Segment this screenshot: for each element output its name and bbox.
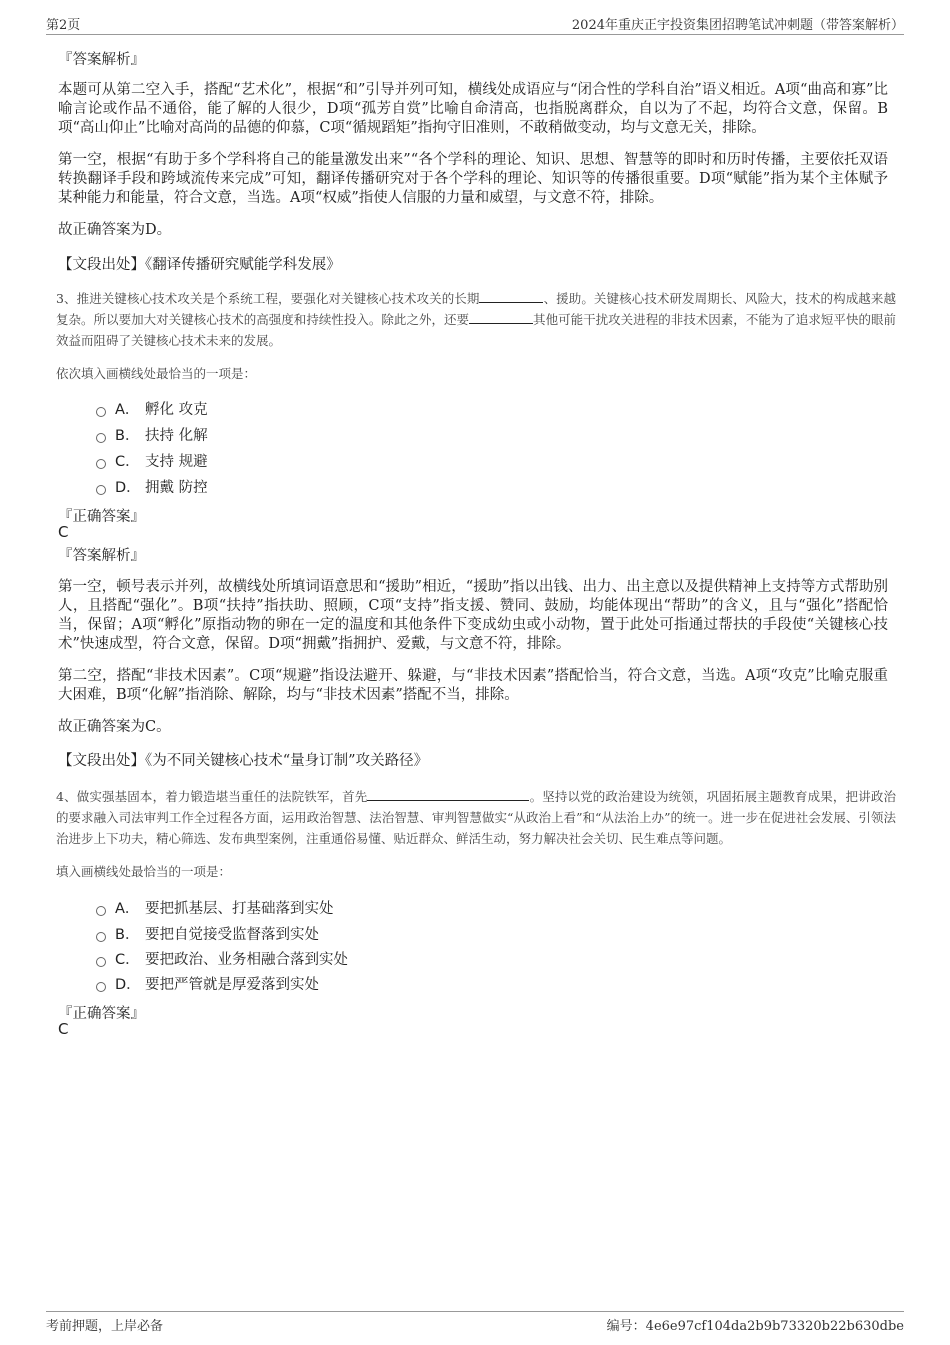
option-c[interactable] bbox=[96, 450, 208, 471]
question-stem-part: 4、做实强基固本，着力锻造堪当重任的法院铁军，首先 bbox=[56, 789, 368, 804]
option-text: 孵化 攻克 bbox=[145, 402, 208, 418]
option-a[interactable] bbox=[96, 897, 334, 918]
fill-blank-line bbox=[479, 290, 543, 303]
option-letter: A． bbox=[115, 402, 140, 418]
option-text: 扶持 化解 bbox=[145, 428, 208, 444]
fill-blank-line bbox=[469, 311, 533, 324]
question-stem-part: 。坚持以党的政治建设为统领，巩固拓展主题教育成果，把讲政治的要求融入司法审判工作全过程各方面，运用政治智慧、法治智慧、审判智慧做实“从政治上看”和“从法治上办”的统一。进一步在促进社会发展、引领法治进步上下功夫，精心筛选、发布典型案例，注重通俗易懂、贴近群众、鲜活生动，努力解决社会关切、民生难点等问题。 bbox=[56, 789, 896, 846]
fill-blank-line bbox=[367, 788, 529, 801]
analysis-paragraph: 第二空，搭配“非技术因素”。C项“规避”指设法避开、躲避，与“非技术因素”搭配恰当，符合文意，当选。A项“攻克”比喻克服重大困难，B项“化解”指消除、解除，均与“非技术因素”搭配不当，排除。 bbox=[58, 668, 888, 703]
analysis-paragraph: 本题可从第二空入手，搭配“艺术化”，根据“和”引导并列可知，横线处成语应与“闭合性的学科自治”语义相近。A项“曲高和寡”比喻言论或作品不通俗，能了解的人很少，D项“孤芳自赏”比喻自命清高，也指脱离群众，自以为了不起，均符合文意，保留。B项“高山仰止”比喻对高尚的品德的仰慕，C项“循规蹈矩”指拘守旧准则，不敢稍做变动，均与文意无关，排除。 bbox=[58, 82, 888, 136]
option-c[interactable] bbox=[96, 948, 348, 969]
question-stem-part: 3、推进关键核心技术攻关是个系统工程，要强化对关键核心技术攻关的长期 bbox=[56, 291, 480, 306]
document-id: 编号：4e6e97cf104da2b9b73320b22b630dbe bbox=[606, 1319, 904, 1334]
correct-answer-value: C bbox=[58, 1020, 69, 1038]
radio-button-icon[interactable] bbox=[96, 982, 106, 992]
option-text: 要把抓基层、打基础落到实处 bbox=[145, 901, 334, 917]
option-d[interactable] bbox=[96, 973, 319, 994]
source-text: 【文段出处】《为不同关键核心技术“量身订制”攻关路径》 bbox=[58, 753, 429, 769]
option-letter: C． bbox=[115, 952, 140, 968]
correct-answer-label: 『正确答案』 bbox=[58, 509, 145, 525]
radio-button-icon[interactable] bbox=[96, 932, 106, 942]
footer-slogan: 考前押题，上岸必备 bbox=[46, 1319, 164, 1334]
option-letter: C． bbox=[115, 454, 140, 470]
option-a[interactable] bbox=[96, 398, 208, 419]
question-prompt: 填入画横线处最恰当的一项是： bbox=[56, 864, 232, 879]
option-letter: B． bbox=[115, 428, 140, 444]
radio-button-icon[interactable] bbox=[96, 433, 106, 443]
question-stem-part: 、援助。关键核心技术研发周期长、风险大，技术的构成越来越复杂。所以要加大对关键核心技术的高强度和持续性投入。除此之外，还要 bbox=[56, 291, 896, 327]
analysis-paragraph: 第一空，顿号表示并列，故横线处所填词语意思和“援助”相近，“援助”指以出钱、出力、出主意以及提供精神上支持等方式帮助别人，且搭配“强化”。B项“扶持”指扶助、照顾，C项“支持”指支援、赞同、鼓励，均能体现出“帮助”的含义，且与“强化”搭配恰当，保留；A项“孵化”原指动物的卵在一定的温度和其他条件下变成幼虫或小动物，置于此处可指通过帮扶的手段使“关键核心技术”快速成型，符合文意，保留。D项“拥戴”指拥护、爱戴，与文意不符，排除。 bbox=[58, 579, 888, 652]
option-text: 拥戴 防控 bbox=[145, 480, 208, 496]
radio-button-icon[interactable] bbox=[96, 957, 106, 967]
source-text: 【文段出处】《翻译传播研究赋能学科发展》 bbox=[58, 257, 341, 273]
option-text: 支持 规避 bbox=[145, 454, 208, 470]
page-header bbox=[46, 14, 904, 35]
page-footer bbox=[46, 1311, 904, 1335]
correct-answer-value: C bbox=[58, 523, 69, 541]
radio-button-icon[interactable] bbox=[96, 407, 106, 417]
option-letter: D． bbox=[115, 480, 141, 496]
radio-button-icon[interactable] bbox=[96, 459, 106, 469]
document-title: 2024年重庆正宇投资集团招聘笔试冲刺题（带答案解析） bbox=[571, 18, 904, 33]
correct-answer-label: 『正确答案』 bbox=[58, 1006, 145, 1022]
option-letter: D． bbox=[115, 977, 141, 993]
question-prompt: 依次填入画横线处最恰当的一项是： bbox=[56, 366, 257, 381]
question-stem-part: 其他可能干扰攻关进程的非技术因素，不能为了追求短平快的眼前效益而阻碍了关键核心技术未来的发展。 bbox=[56, 312, 896, 348]
page-number: 第2页 bbox=[46, 18, 81, 33]
option-letter: A． bbox=[115, 901, 140, 917]
option-b[interactable] bbox=[96, 923, 319, 944]
question-stem bbox=[56, 288, 896, 351]
option-text: 要把自觉接受监督落到实处 bbox=[145, 927, 319, 943]
final-answer-text: 故正确答案为C。 bbox=[58, 719, 171, 735]
option-b[interactable] bbox=[96, 424, 208, 445]
option-text: 要把政治、业务相融合落到实处 bbox=[145, 952, 348, 968]
final-answer-text: 故正确答案为D。 bbox=[58, 222, 172, 238]
question-stem bbox=[56, 786, 896, 849]
radio-button-icon[interactable] bbox=[96, 485, 106, 495]
option-d[interactable] bbox=[96, 476, 208, 497]
option-letter: B． bbox=[115, 927, 140, 943]
answer-analysis-label: 『答案解析』 bbox=[58, 52, 145, 68]
analysis-paragraph: 第一空，根据“有助于多个学科将自己的能量激发出来”“各个学科的理论、知识、思想、智慧等的即时和历时传播，主要依托双语转换翻译手段和跨域流传来完成”可知，翻译传播研究对于各个学科的理论、知识等的传播很重要。D项“赋能”指为某个主体赋予某种能力和能量，符合文意，当选。A项“权威”指使人信服的力量和威望，与文意不符，排除。 bbox=[58, 152, 888, 206]
answer-analysis-label: 『答案解析』 bbox=[58, 548, 145, 564]
radio-button-icon[interactable] bbox=[96, 906, 106, 916]
option-text: 要把严管就是厚爱落到实处 bbox=[145, 977, 319, 993]
